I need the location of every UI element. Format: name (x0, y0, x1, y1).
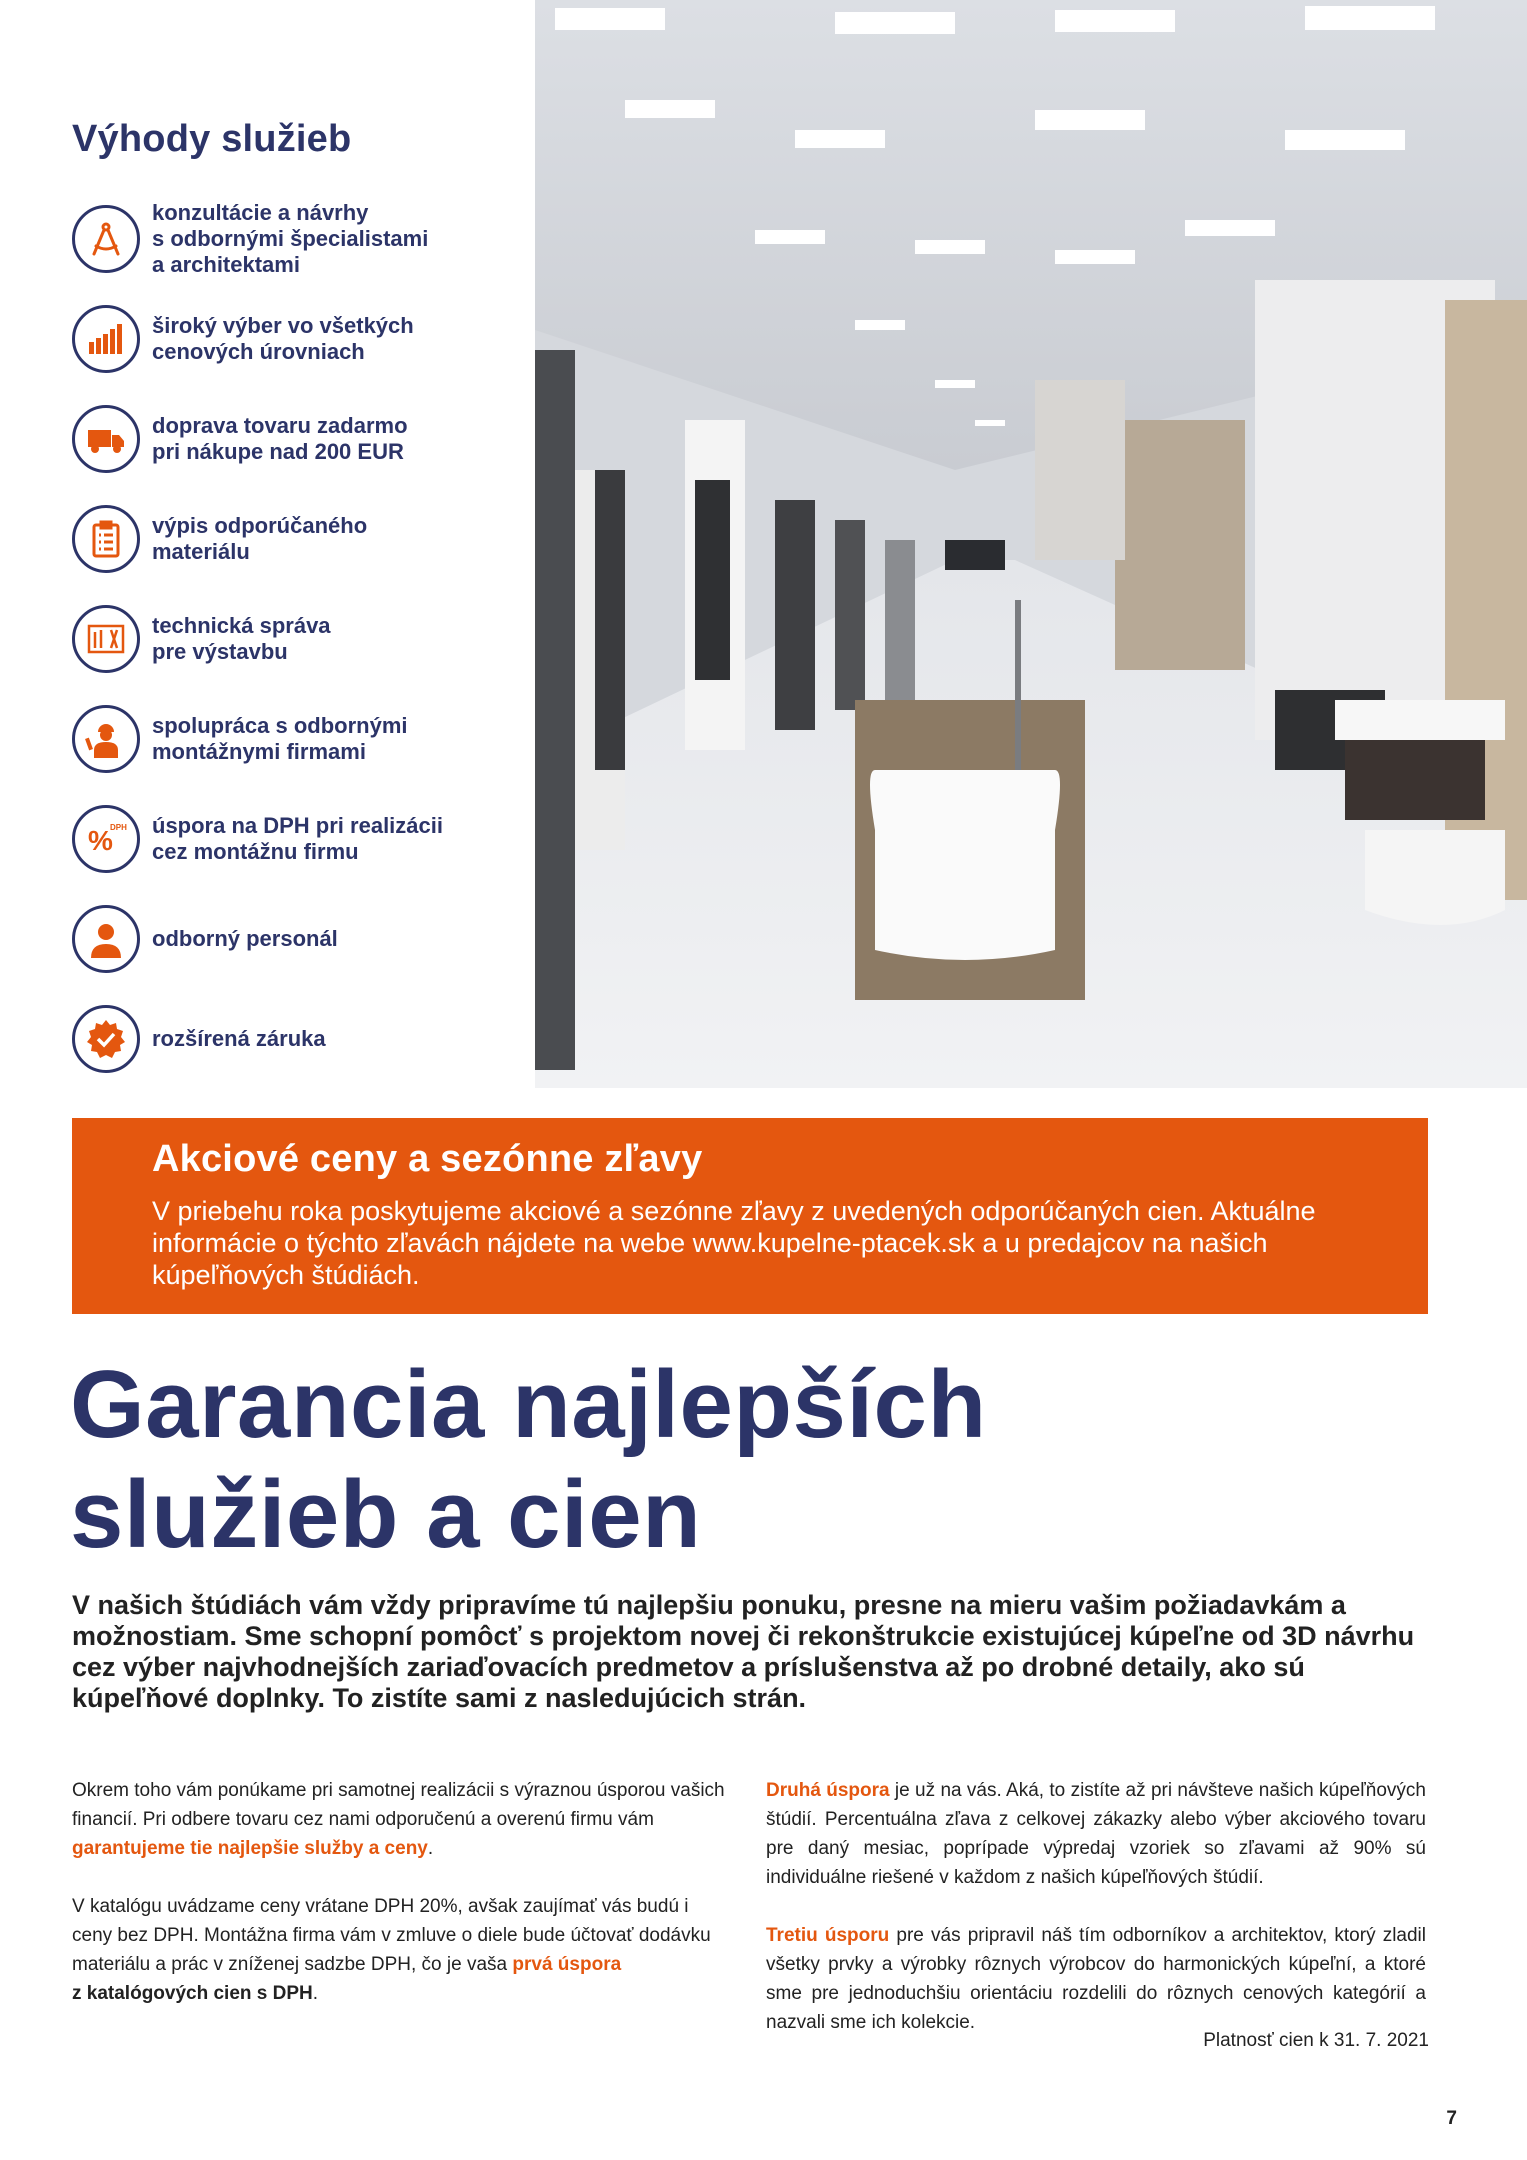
banner-text: V priebehu roka poskytujeme akciové a sezónne zľavy z uvedených odporúčaných cien. Aktuálne informácie o týchto zľavách nájdete na webe www.kupelne-ptacek.sk a u predajcov na našich kúpeľňových štúdiách. (152, 1196, 1316, 1290)
benefit-item (72, 703, 472, 775)
bar-chart-icon (72, 305, 140, 373)
right-paragraph-1: Druhá úspora je už na vás. Aká, to zistíte až pri návšteve našich kúpeľňových štúdií. Percentuálna zľava z celkovej zákazky alebo výber akciového tovaru pre daný mesiac, poprípade výpredaj vzoriek so zľavami až 90% sú individuálne riešené v každom z našich kúpeľňových štúdií. (766, 1780, 1426, 1888)
headline-line-1: Garancia najlepších (70, 1351, 987, 1458)
warranty-badge-icon (72, 1005, 140, 1073)
benefit-item (72, 303, 472, 375)
highlight-text: Druhá úspora (766, 1780, 890, 1801)
headline-line-2: služieb a cien (70, 1461, 702, 1568)
banner-title: Akciové ceny a sezónne zľavy (152, 1138, 703, 1180)
left-column (72, 1776, 732, 2037)
benefit-label: rozšírená záruka (152, 1026, 326, 1051)
benefit-label: výpis odporúčaného materiálu (152, 513, 368, 564)
worker-icon (72, 705, 140, 773)
left-paragraph-2: V katalógu uvádzame ceny vrátane DPH 20%, avšak zaujímať vás budú i ceny bez DPH. Montážna firma vám v zmluve o diele bude účtovať dodávku materiálu a prác v zníženej sadzbe DPH, čo je vaša prvá úspora z katalógových cien s DPH. (72, 1896, 711, 2004)
percent-vat-icon (72, 805, 140, 873)
benefit-item (72, 200, 472, 277)
benefit-label: spolupráca s odbornými montážnymi firmami (152, 713, 408, 764)
benefit-item (72, 1003, 472, 1075)
svg-text:%: % (88, 825, 113, 856)
highlight-text: garantujeme tie najlepšie služby a ceny (72, 1838, 428, 1859)
svg-text:DPH: DPH (110, 823, 127, 832)
promo-banner (72, 1118, 1428, 1314)
benefit-label: doprava tovaru zadarmo pri nákupe nad 200 EUR (152, 413, 408, 464)
right-column (766, 1776, 1426, 2066)
clipboard-list-icon (72, 505, 140, 573)
blueprint-tools-icon (72, 605, 140, 673)
compass-icon (72, 205, 140, 273)
benefit-item (72, 503, 472, 575)
page-headline (70, 1350, 1370, 1570)
benefit-label: konzultácie a návrhy s odbornými špecialistami a architektami (152, 200, 429, 277)
benefit-label: úspora na DPH pri realizácii cez montážnu firmu (152, 813, 443, 864)
right-paragraph-2: Tretiu úsporu pre vás pripravil náš tím odborníkov a architektov, ktorý zladil všetky prvky a výrobky rôznych výrobcov do harmonických kúpeľní, a ktoré sme pre jednoduchšiu orientáciu rozdelili do rôznych cenových kategórií a nazvali sme ich kolekcie. (766, 1925, 1426, 2033)
benefit-item (72, 403, 472, 475)
highlight-text: prvá úspora (512, 1954, 622, 1975)
showroom-photo (535, 0, 1527, 1088)
page-number: 7 (1446, 2108, 1457, 2129)
benefit-item (72, 903, 472, 975)
staff-person-icon (72, 905, 140, 973)
intro-paragraph: V našich štúdiách vám vždy pripravíme tú najlepšiu ponuku, presne na mieru vašim požiadavkám a možnostiam. Sme schopní pomôcť s projektom novej či rekonštrukcie existujúcej kúpeľne od 3D návrhu cez výber najvhodnejších zariaďovacích predmetov a príslušenstva až po drobné detaily, ako sú kúpeľňové doplnky. To zistíte sami z nasledujúcich strán. (72, 1590, 1415, 1713)
benefit-label: odborný personál (152, 926, 338, 951)
benefits-title: Výhody služieb (72, 118, 352, 160)
highlight-text: Tretiu úsporu (766, 1925, 890, 1946)
price-validity: Platnosť cien k 31. 7. 2021 (1203, 2030, 1429, 2051)
truck-icon (72, 405, 140, 473)
benefit-item (72, 603, 472, 675)
benefit-label: technická správa pre výstavbu (152, 613, 331, 664)
benefit-item (72, 803, 472, 875)
left-paragraph-1: Okrem toho vám ponúkame pri samotnej realizácii s výraznou úsporou vašich financií. Pri odbere tovaru cez nami odporučenú a overenú firmu vám garantujeme tie najlepšie služby a ceny. (72, 1780, 725, 1859)
benefit-label: široký výber vo všetkých cenových úrovniach (152, 313, 414, 364)
